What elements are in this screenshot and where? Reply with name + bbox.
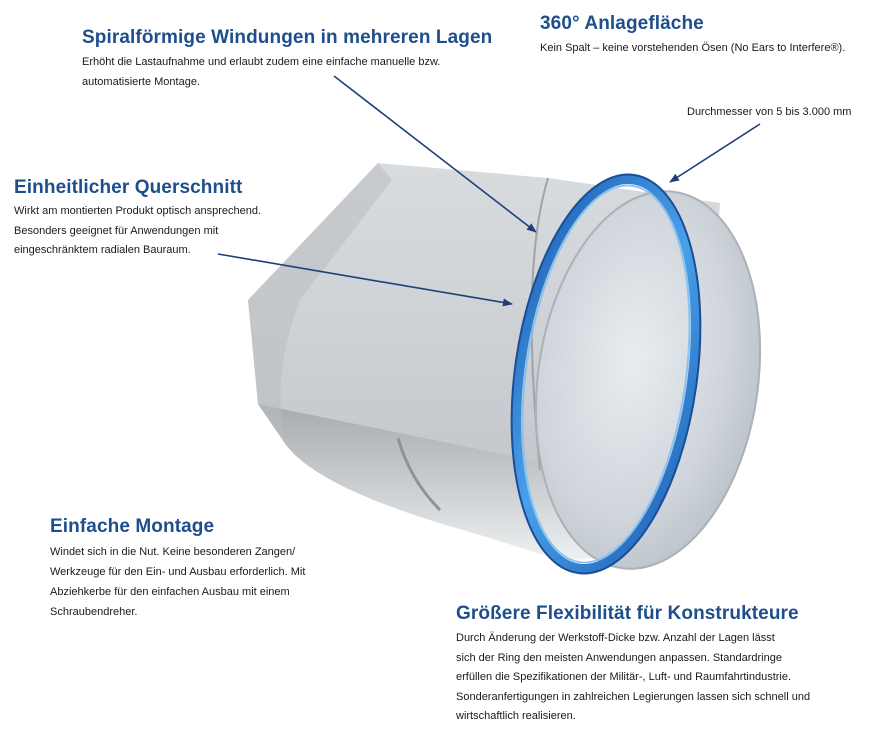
callout-montage-text: Windet sich in die Nut. Keine besonderen Zangen/ Werkzeuge für den Ein- und Ausbau erforderlich. Mit Abziehkerbe für den einfachen Ausbau mit einem Schraubendreher. — [50, 546, 306, 618]
callout-anlage-title: 360° Anlagefläche — [540, 13, 704, 34]
callout-flex-title: Größere Flexibilität für Konstrukteure — [456, 603, 799, 624]
callout-spiral-title: Spiralförmige Windungen in mehreren Lagen — [82, 27, 493, 48]
callout-diameter-text: Durchmesser von 5 bis 3.000 mm — [687, 106, 852, 118]
callout-querschnitt-text: Wirkt am montierten Produkt optisch ansprechend. Besonders geeignet für Anwendungen mit eingeschränktem radialen Bauraum. — [14, 205, 262, 257]
arrow-diameter — [670, 124, 760, 182]
callout-diameter — [687, 103, 877, 123]
callout-anlage-text: Kein Spalt – keine vorstehenden Ösen (No Ears to Interfere®). — [540, 42, 846, 54]
callout-spiral-text: Erhöht die Lastaufnahme und erlaubt zudem eine einfache manuelle bzw. automatisierte Montage. — [82, 56, 441, 88]
callout-cross-section — [14, 176, 314, 261]
callout-flexibility — [456, 602, 876, 727]
callout-flex-text: Durch Änderung der Werkstoff-Dicke bzw. Anzahl der Lagen lässt sich der Ring den meisten Anwendungen anpassen. Standardringe erfüllen die Spezifikationen der Militär-, Luft- und Raumfahrtindustrie. Sonderanfertigungen in zahlreichen Legierungen lassen sich schnell und wirtschaftlich realisieren. — [456, 632, 811, 723]
callout-360-contact — [540, 12, 880, 59]
callout-easy-assembly — [50, 515, 350, 622]
callout-querschnitt-title: Einheitlicher Querschnitt — [14, 177, 243, 198]
callout-montage-title: Einfache Montage — [50, 516, 215, 537]
callout-spiral-windings — [82, 26, 502, 92]
